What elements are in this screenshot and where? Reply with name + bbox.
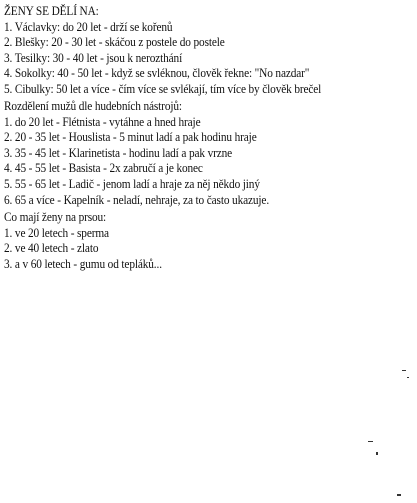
list-item: 3. a v 60 letech - gumu od tepláků... [4,256,162,271]
women-chest-heading: Co mají ženy na prsou: [4,210,107,224]
women-categories-heading: ŽENY SE DĚLÍ NA: [4,4,99,18]
list-item: 5. Cibulky: 50 let a více - čím více se svlékají, tím více by člověk brečel [4,81,322,96]
list-item: 3. 35 - 45 let - Klarinetista - hodinu ladí a pak vrzne [4,145,233,160]
scan-speck [407,377,409,378]
scan-speck [368,441,373,442]
list-item: 3. Tesilky: 30 - 40 let - jsou k nerozthání [4,50,183,65]
list-item: 2. Blešky: 20 - 30 let - skáčou z postele do postele [4,35,225,50]
list-item: 2. ve 40 letech - zlato [4,241,99,256]
list-item: 1. Václavky: do 20 let - drží se kořenů [4,19,173,34]
list-item: 4. Sokolky: 40 - 50 let - když se svléknou, člověk řekne: "No nazdar" [4,66,310,81]
men-instruments-heading: Rozdělení mužů dle hudebních nástrojů: [4,99,182,113]
list-item: 1. ve 20 letech - sperma [4,225,109,240]
list-item: 1. do 20 let - Flétnista - vytáhne a hned hraje [4,114,201,129]
women-categories-section [4,4,414,98]
list-item: 6. 65 a více - Kapelník - neladí, nehraje, za to často ukazuje. [4,192,270,207]
women-chest-section [4,210,414,272]
scan-speck [402,370,406,371]
list-item: 2. 20 - 35 let - Houslista - 5 minut ladí a pak hodinu hraje [4,130,257,145]
men-instruments-section [4,99,414,208]
scan-speck [397,494,401,496]
list-item: 4. 45 - 55 let - Basista - 2x zabručí a je konec [4,161,203,176]
scan-speck [376,452,378,455]
list-item: 5. 55 - 65 let - Ladič - jenom ladí a hraje za něj někdo jiný [4,176,260,191]
